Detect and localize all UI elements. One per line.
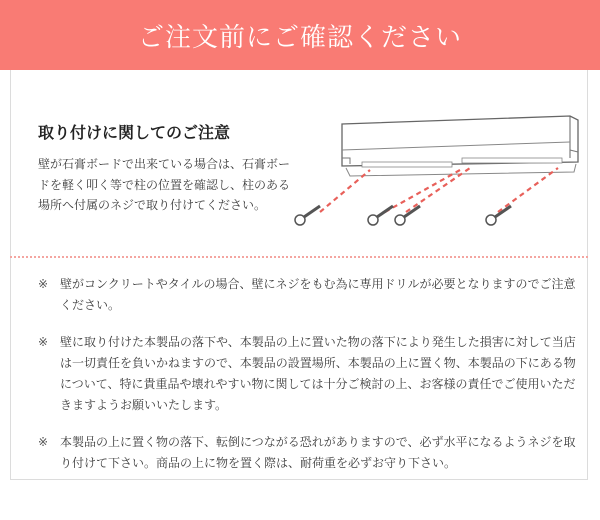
installation-body: 壁が石膏ボードで出来ている場合は、石膏ボードを軽く叩く等で柱の位置を確認し、柱のある場所へ付属のネジで取り付けてください。	[38, 157, 291, 212]
note-item	[38, 432, 578, 474]
notes-list	[38, 274, 578, 490]
note-text: 壁に取り付けた本製品の落下や、本製品の上に置いた物の落下により発生した損害に対して当店は一切責任を負いかねますので、本製品の設置場所、本製品の上に置く物、本製品の下にある物について、特に貴重品や壊れやすい物に関しては十分ご検討の上、お客様の責任でご使用いただきますようお願いいたします。	[60, 335, 576, 412]
note-item	[38, 332, 578, 416]
wall-shelf-unit	[342, 116, 578, 176]
screw-icon	[395, 206, 420, 225]
header-banner	[0, 0, 600, 70]
note-mark: ※	[38, 435, 49, 449]
note-mark: ※	[38, 335, 49, 349]
screw-icon	[295, 206, 320, 225]
note-text: 壁がコンクリートやタイルの場合、壁にネジをもむ為に専用ドリルが必要となりますのでご注意ください。	[60, 277, 576, 312]
screw-icon	[368, 206, 393, 225]
note-text: 本製品の上に置く物の落下、転倒につながる恐れがありますので、必ず水平になるようネジを取り付けて下さい。商品の上に物を置く際は、耐荷重を必ずお守り下さい。	[60, 435, 576, 470]
installation-heading: 取り付けに関してのご注意	[38, 123, 231, 142]
screw-icon	[486, 206, 511, 225]
wall-mount-illustration	[290, 106, 590, 246]
banner-title: ご注文前にご確認ください	[137, 22, 462, 53]
section-divider	[10, 256, 588, 258]
note-mark: ※	[38, 277, 49, 291]
note-item	[38, 274, 578, 316]
